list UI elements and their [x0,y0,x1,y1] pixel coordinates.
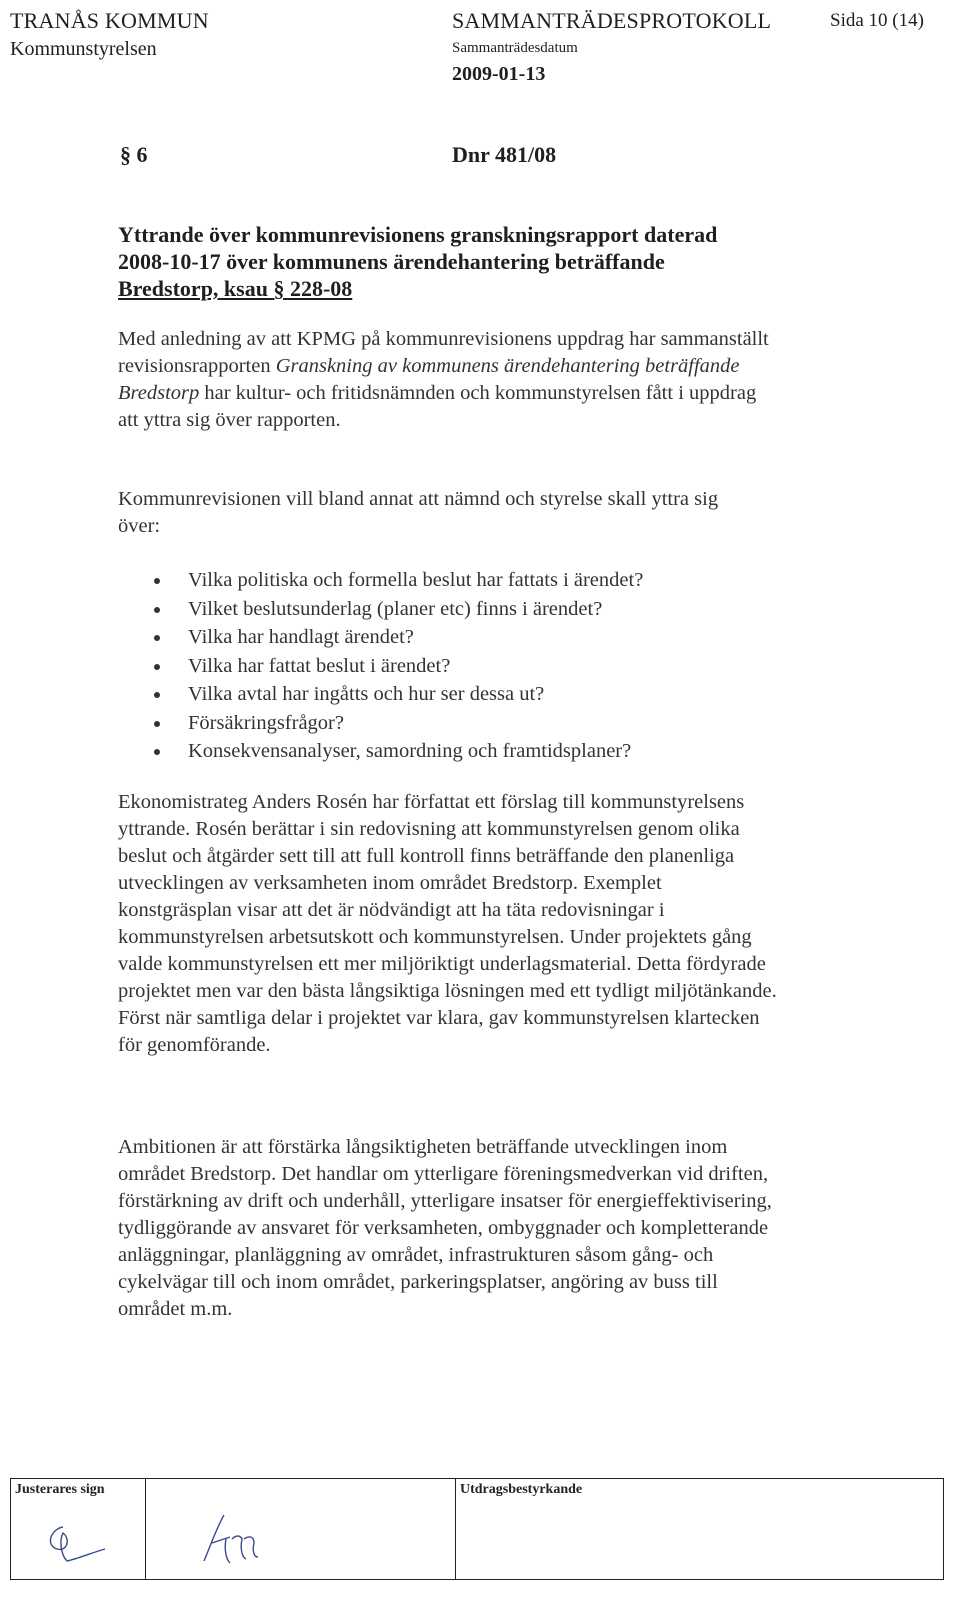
paragraph-number: § 6 [120,142,148,167]
org-name: TRANÅS KOMMUN [10,8,209,33]
utdrag-label: Utdragsbestyrkande [460,1482,583,1497]
signature-cell-1 [11,1479,146,1579]
page-number: Sida 10 (14) [830,10,924,31]
list-item: Vilka avtal har ingåtts och hur ser dessa ut? [118,680,818,709]
question-list [118,566,818,766]
justerares-label: Justerares sign [15,1482,105,1497]
signature-1-icon [33,1519,113,1569]
signature-table [10,1478,944,1580]
signature-cell-2 [146,1479,456,1579]
item-title [118,221,838,302]
case-number: Dnr 481/08 [452,142,557,167]
intro-text-b: har kultur- och fritidsnämnden och kommunstyrelsen fått i uppdrag att yttra sig över rapporten. [118,382,757,431]
body-name: Kommunstyrelsen [10,38,157,60]
list-item: Vilka politiska och formella beslut har fattats i ärendet? [118,566,818,595]
list-item: Vilka har handlagt ärendet? [118,623,818,652]
intro-text-a: Med anledning av att KPMG på kommunrevisionens uppdrag har sammanställt revisionsrapporten [118,328,769,377]
meeting-date: 2009-01-13 [452,63,546,85]
list-item: Försäkringsfrågor? [118,709,818,738]
report-title: Granskning av kommunens ärendehantering beträffande Bredstorp [118,355,740,404]
paragraph-rosen: Ekonomistrateg Anders Rosén har författat ett förslag till kommunstyrelsens yttrande. Rosén berättar i sin redovisning att kommunstyrelsen genom olika beslut och åtgärder sett till att full kontroll finns beträffande den planenliga utvecklingen av verksamheten inom området Bredstorp. Exemplet konstgräsplan visar att det är nödvändigt att ha täta redovisningar i kommunstyrelsen arbetsutskott och kommunstyrelsen. Under projektets gång valde kommunstyrelsen ett mer miljöriktigt underlagsmaterial. Detta fördyrade projektet men var den bästa långsiktiga lösningen med ett tydligt miljötänkande. Först när samtliga delar i projektet var klara, gav kommunstyrelsen klartecken för genomförande. [118,791,777,1056]
title-line-1: Yttrande över kommunrevisionens granskningsrapport daterad [118,222,718,247]
signature-2-icon [196,1509,276,1569]
list-item: Konsekvensanalyser, samordning och framtidsplaner? [118,737,818,766]
title-line-3: Bredstorp, ksau § 228-08 [118,276,353,301]
list-item: Vilket beslutsunderlag (planer etc) finns i ärendet? [118,595,818,624]
paragraph-intro [118,326,778,434]
paragraph-questions-intro: Kommunrevisionen vill bland annat att nämnd och styrelse skall yttra sig över: [118,488,719,537]
list-item: Vilka har fattat beslut i ärendet? [118,652,818,681]
paragraph-ambition: Ambitionen är att förstärka långsiktigheten beträffande utvecklingen inom området Bredstorp. Det handlar om ytterligare föreningsmedverkan vid driften, förstärkning av drift och underhåll, ytterligare insatser för energieffektivisering, tydliggörande av ansvaret för verksamheten, ombyggnader och kompletterande anläggningar, planläggning av området, infrastrukturen såsom gång- och cykelvägar till och inom området, parkeringsplatser, angöring av buss till området m.m. [118,1136,772,1320]
date-label: Sammanträdesdatum [452,40,578,56]
doc-type: SAMMANTRÄDESPROTOKOLL [452,8,772,33]
signature-cell-3 [456,1479,942,1579]
title-line-2: 2008-10-17 över kommunens ärendehantering beträffande [118,249,665,274]
